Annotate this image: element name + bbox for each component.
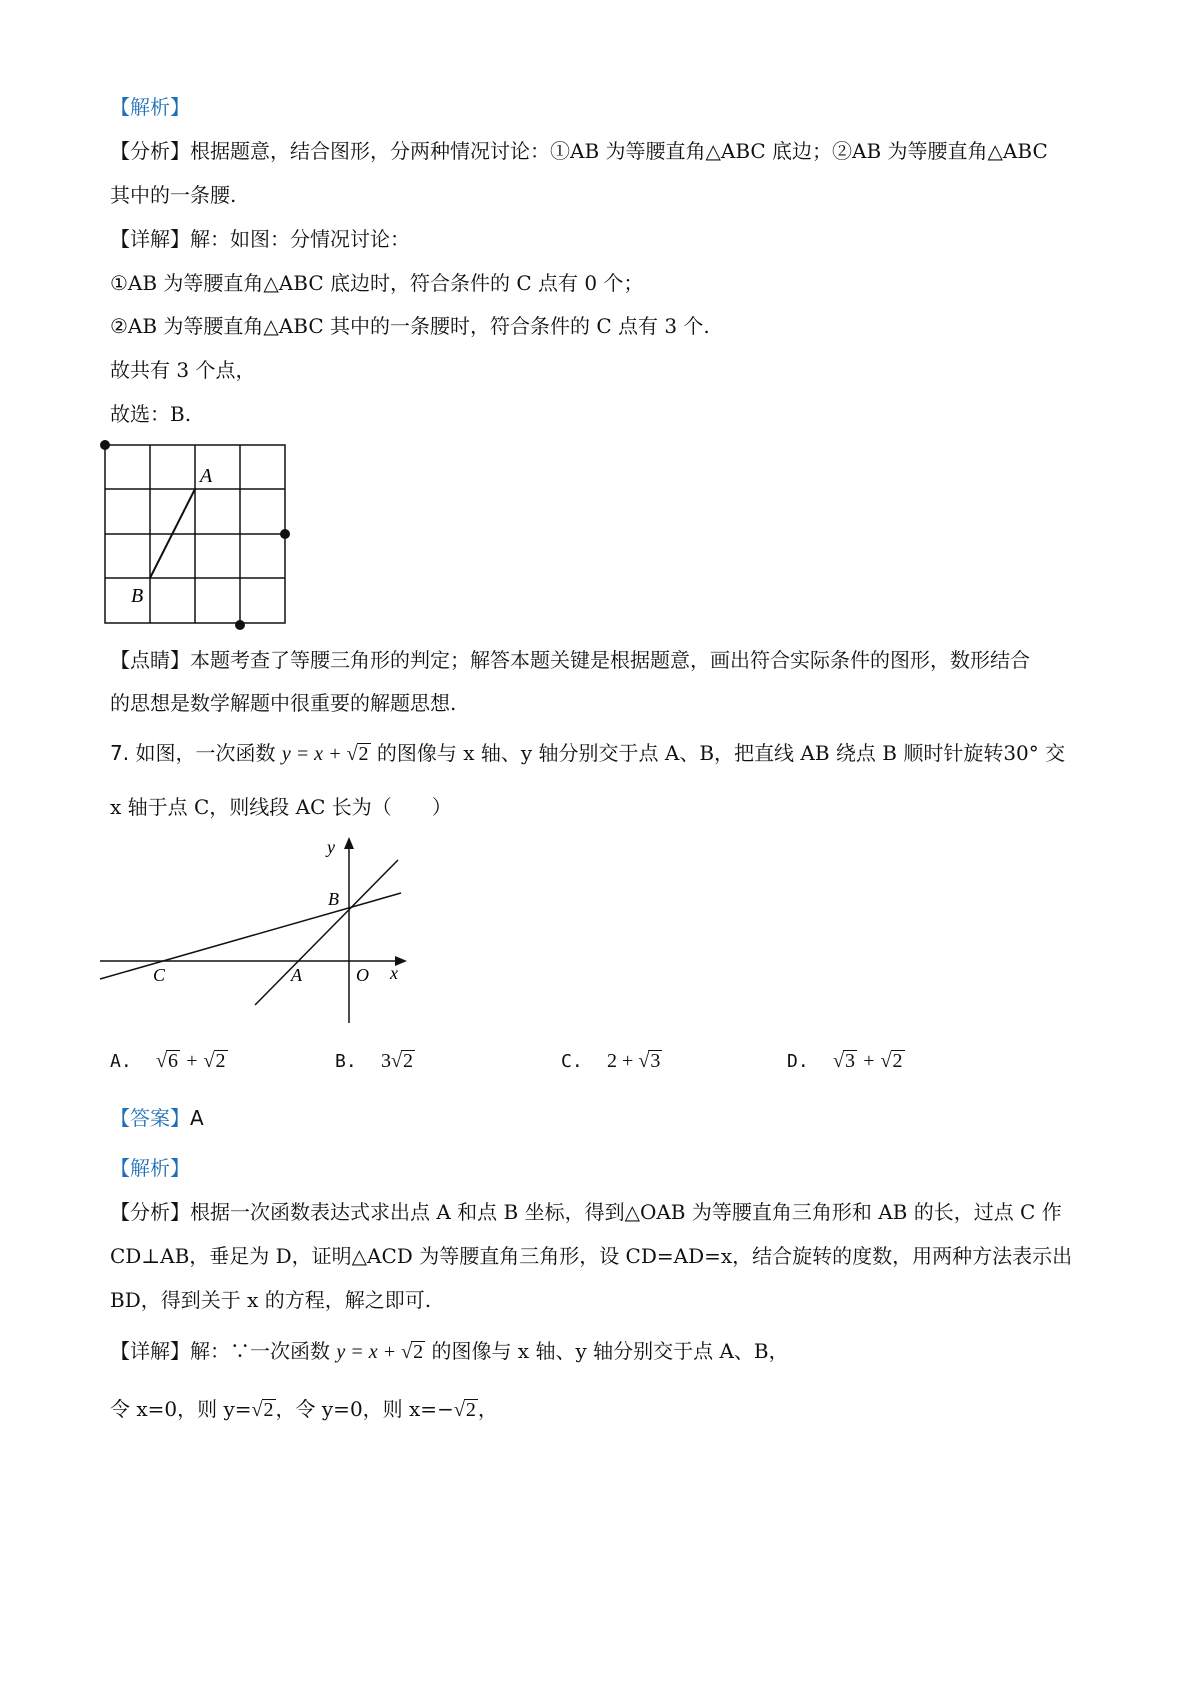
point-label-a: A: [291, 965, 302, 985]
answer-tag: 【答案】: [110, 1106, 190, 1130]
question-7-line-1: 7. 如图，一次函数 y = x + √2 的图像与 x 轴、y 轴分别交于点 A、B，把直线 AB 绕点 B 顺时针旋转30° 交: [110, 741, 1066, 765]
detail-line-3: ②AB 为等腰直角△ABC 其中的一条腰时，符合条件的 C 点有 3 个.: [110, 314, 710, 338]
question-7-line-2: x 轴于点 C，则线段 AC 长为（ ）: [110, 795, 452, 819]
detail2-last-radicand-1: 2: [263, 1399, 274, 1421]
analysis2-line-2: CD⊥AB，垂足为 D，证明△ACD 为等腰直角三角形，设 CD=AD=x，结合旋转的度数，用两种方法表示出: [110, 1244, 1073, 1268]
detail2-last-b: ，令 y=0，则 x=−: [275, 1397, 454, 1421]
detail2-formula-radicand: 2: [413, 1341, 424, 1363]
axis-label-x: x: [390, 963, 398, 983]
question-number: 7.: [110, 741, 130, 765]
analysis-tag: 【解析】: [110, 95, 190, 119]
detail-line-4: 故共有 3 个点，: [110, 358, 256, 382]
analysis2-line-3: BD，得到关于 x 的方程，解之即可.: [110, 1288, 432, 1312]
q7-formula: y = x +: [281, 743, 347, 765]
answer-line: [110, 1105, 204, 1131]
option-b[interactable]: B. 3√2: [335, 1050, 414, 1072]
option-d-plus: +: [857, 1050, 881, 1072]
detail2-last-a: 令 x=0，则 y=: [110, 1397, 252, 1421]
grid-label-a: A: [200, 465, 213, 487]
grid-label-b: B: [131, 585, 144, 607]
option-b-label: B.: [335, 1051, 357, 1072]
detail-line-2: ①AB 为等腰直角△ABC 底边时，符合条件的 C 点有 0 个；: [110, 271, 644, 295]
detail-line-5: 故选：B.: [110, 402, 192, 426]
dianjing-line-2: 的思想是数学解题中很重要的解题思想.: [110, 691, 457, 715]
detail2-text-b: 的图像与 x 轴、y 轴分别交于点 A、B，: [431, 1339, 789, 1363]
option-d-radicand-2: 2: [892, 1050, 903, 1072]
option-a-radicand-2: 2: [215, 1050, 226, 1072]
point-label-o: O: [356, 965, 369, 985]
analysis2-line-1: 【分析】根据一次函数表达式求出点 A 和点 B 坐标，得到△OAB 为等腰直角三角形和 AB 的长，过点 C 作: [110, 1200, 1062, 1224]
detail2-last-c: ，: [477, 1397, 498, 1421]
option-d[interactable]: D. √3 + √2: [787, 1050, 903, 1072]
analysis-tag-2: 【解析】: [110, 1156, 190, 1180]
option-c[interactable]: C. 2 + √3: [561, 1050, 661, 1072]
answer-value: A: [190, 1106, 204, 1130]
option-a-plus: +: [180, 1050, 204, 1072]
coordinate-graph: [95, 833, 415, 1028]
option-c-radicand: 3: [650, 1050, 661, 1072]
option-c-label: C.: [561, 1051, 583, 1072]
point-label-b: B: [328, 889, 339, 909]
detail-line-1: 【详解】解：如图：分情况讨论：: [110, 227, 410, 251]
point-c3: [235, 620, 245, 630]
analysis-line-1: 【分析】根据题意，结合图形，分两种情况讨论：①AB 为等腰直角△ABC 底边；②AB 为等腰直角△ABC: [110, 139, 1048, 163]
q7-text-b: 的图像与 x 轴、y 轴分别交于点 A、B，把直线 AB 绕点 B 顺时针旋转30° 交: [376, 741, 1066, 765]
analysis-line-2: 其中的一条腰.: [110, 183, 237, 207]
option-a[interactable]: A. √6 + √2: [110, 1050, 226, 1072]
point-label-c: C: [153, 965, 166, 985]
option-d-label: D.: [787, 1051, 809, 1072]
grid-figure: [95, 435, 305, 635]
detail2-text-a: 【详解】解：∵一次函数: [110, 1339, 330, 1363]
point-c1: [100, 440, 110, 450]
detail2-line-2: 令 x=0，则 y=√2 ，令 y=0，则 x=−√2 ，: [110, 1397, 498, 1421]
option-d-radicand-1: 3: [845, 1050, 856, 1072]
detail2-last-radicand-2: 2: [465, 1399, 476, 1421]
axis-label-y: y: [327, 837, 335, 857]
detail2-line-1: 【详解】解：∵一次函数 y = x + √2 的图像与 x 轴、y 轴分别交于点 A、B，: [110, 1339, 789, 1363]
q7-formula-radicand: 2: [358, 743, 369, 765]
option-b-coefficient: 3: [381, 1050, 392, 1072]
option-b-radicand: 2: [403, 1050, 414, 1072]
option-a-radicand-1: 6: [168, 1050, 179, 1072]
point-c2: [280, 529, 290, 539]
q7-text-a: 如图，一次函数: [135, 741, 276, 765]
dianjing-line-1: 【点睛】本题考查了等腰三角形的判定；解答本题关键是根据题意，画出符合实际条件的图形，数形结合: [110, 648, 1030, 672]
option-a-label: A.: [110, 1051, 132, 1072]
detail2-formula: y = x +: [336, 1341, 402, 1363]
option-c-prefix: 2 +: [607, 1050, 639, 1072]
